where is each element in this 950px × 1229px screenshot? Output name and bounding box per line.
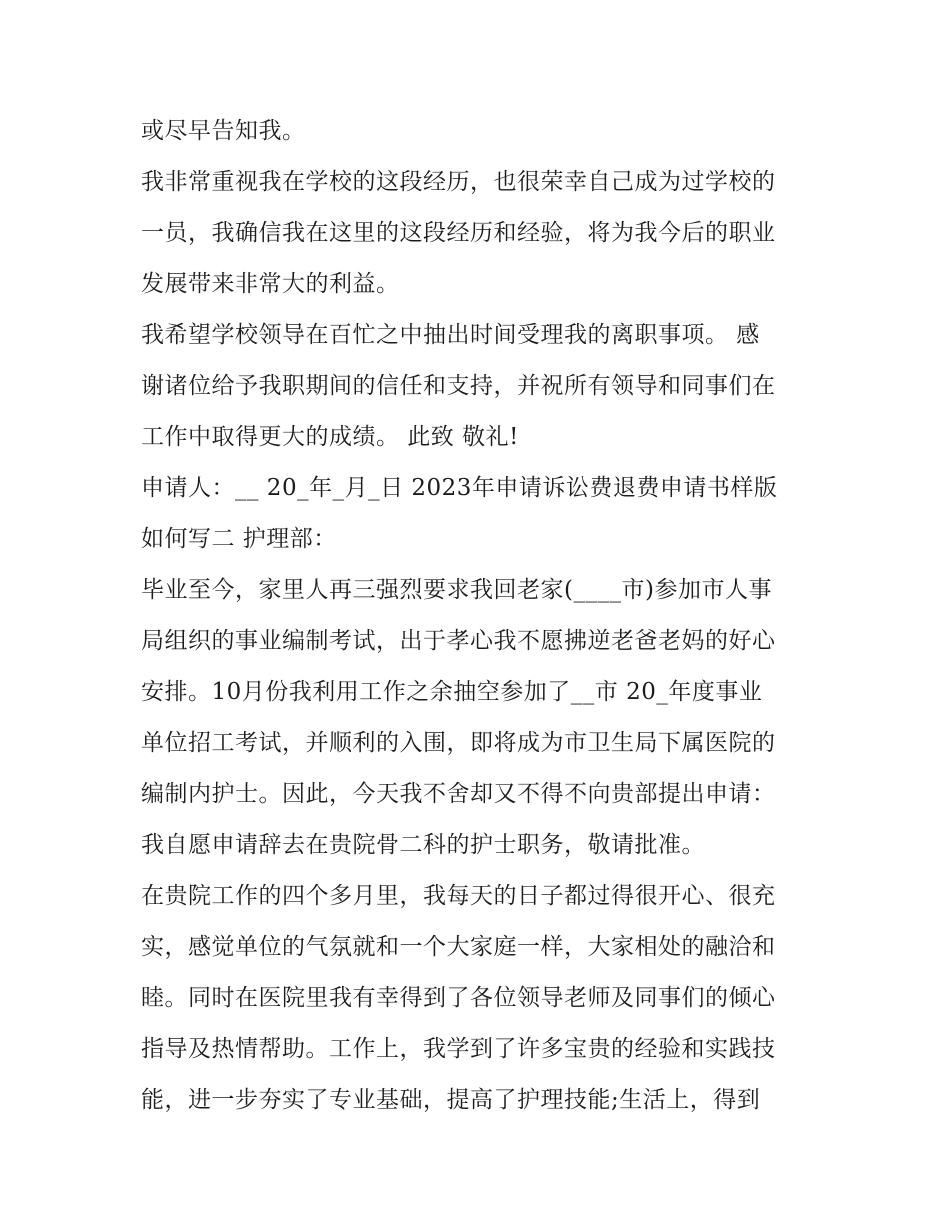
text-line: 实，感觉单位的气氛就和一个大家庭一样，大家相处的融洽和: [141, 934, 776, 960]
text-line: 如何写二 护理部：: [141, 526, 337, 552]
text-line: 单位招工考试，并顺利的入围，即将成为市卫生局下属医院的: [141, 730, 776, 756]
document-text: [141, 106, 821, 1126]
text-line: 在贵院工作的四个多月里，我每天的日子都过得很开心、很充: [141, 883, 776, 909]
text-line: 能，进一步夯实了专业基础，提高了护理技能;生活上，得到: [141, 1087, 761, 1113]
text-line: 发展带来非常大的利益。: [141, 271, 400, 297]
text-line: 谢诸位给予我职期间的信任和支持，并祝所有领导和同事们在: [141, 373, 776, 399]
text-line: 局组织的事业编制考试，出于孝心我不愿拂逆老爸老妈的好心: [141, 628, 776, 654]
text-line: 申请人：__ 20_年_月_日 2023年申请诉讼费退费申请书样版: [141, 475, 778, 501]
text-line: 一员，我确信我在这里的这段经历和经验，将为我今后的职业: [141, 220, 776, 246]
text-line: 我自愿申请辞去在贵院骨二科的护士职务，敬请批准。: [141, 832, 705, 858]
text-line: 工作中取得更大的成绩。 此致 敬礼!: [141, 424, 519, 450]
text-line: 或尽早告知我。: [141, 118, 306, 144]
text-line: 编制内护士。因此，今天我不舍却又不得不向贵部提出申请：: [141, 781, 776, 807]
text-line: 安排。10月份我利用工作之余抽空参加了__市 20_年度事业: [141, 679, 763, 705]
text-line: 我希望学校领导在百忙之中抽出时间受理我的离职事项。 感: [141, 322, 760, 348]
text-line: 我非常重视我在学校的这段经历，也很荣幸自己成为过学校的: [141, 169, 776, 195]
text-line: 睦。同时在医院里我有幸得到了各位领导老师及同事们的倾心: [141, 985, 776, 1011]
text-line: 指导及热情帮助。工作上，我学到了许多宝贵的经验和实践技: [141, 1036, 776, 1062]
text-line: 毕业至今，家里人再三强烈要求我回老家(____市)参加市人事: [141, 577, 772, 603]
